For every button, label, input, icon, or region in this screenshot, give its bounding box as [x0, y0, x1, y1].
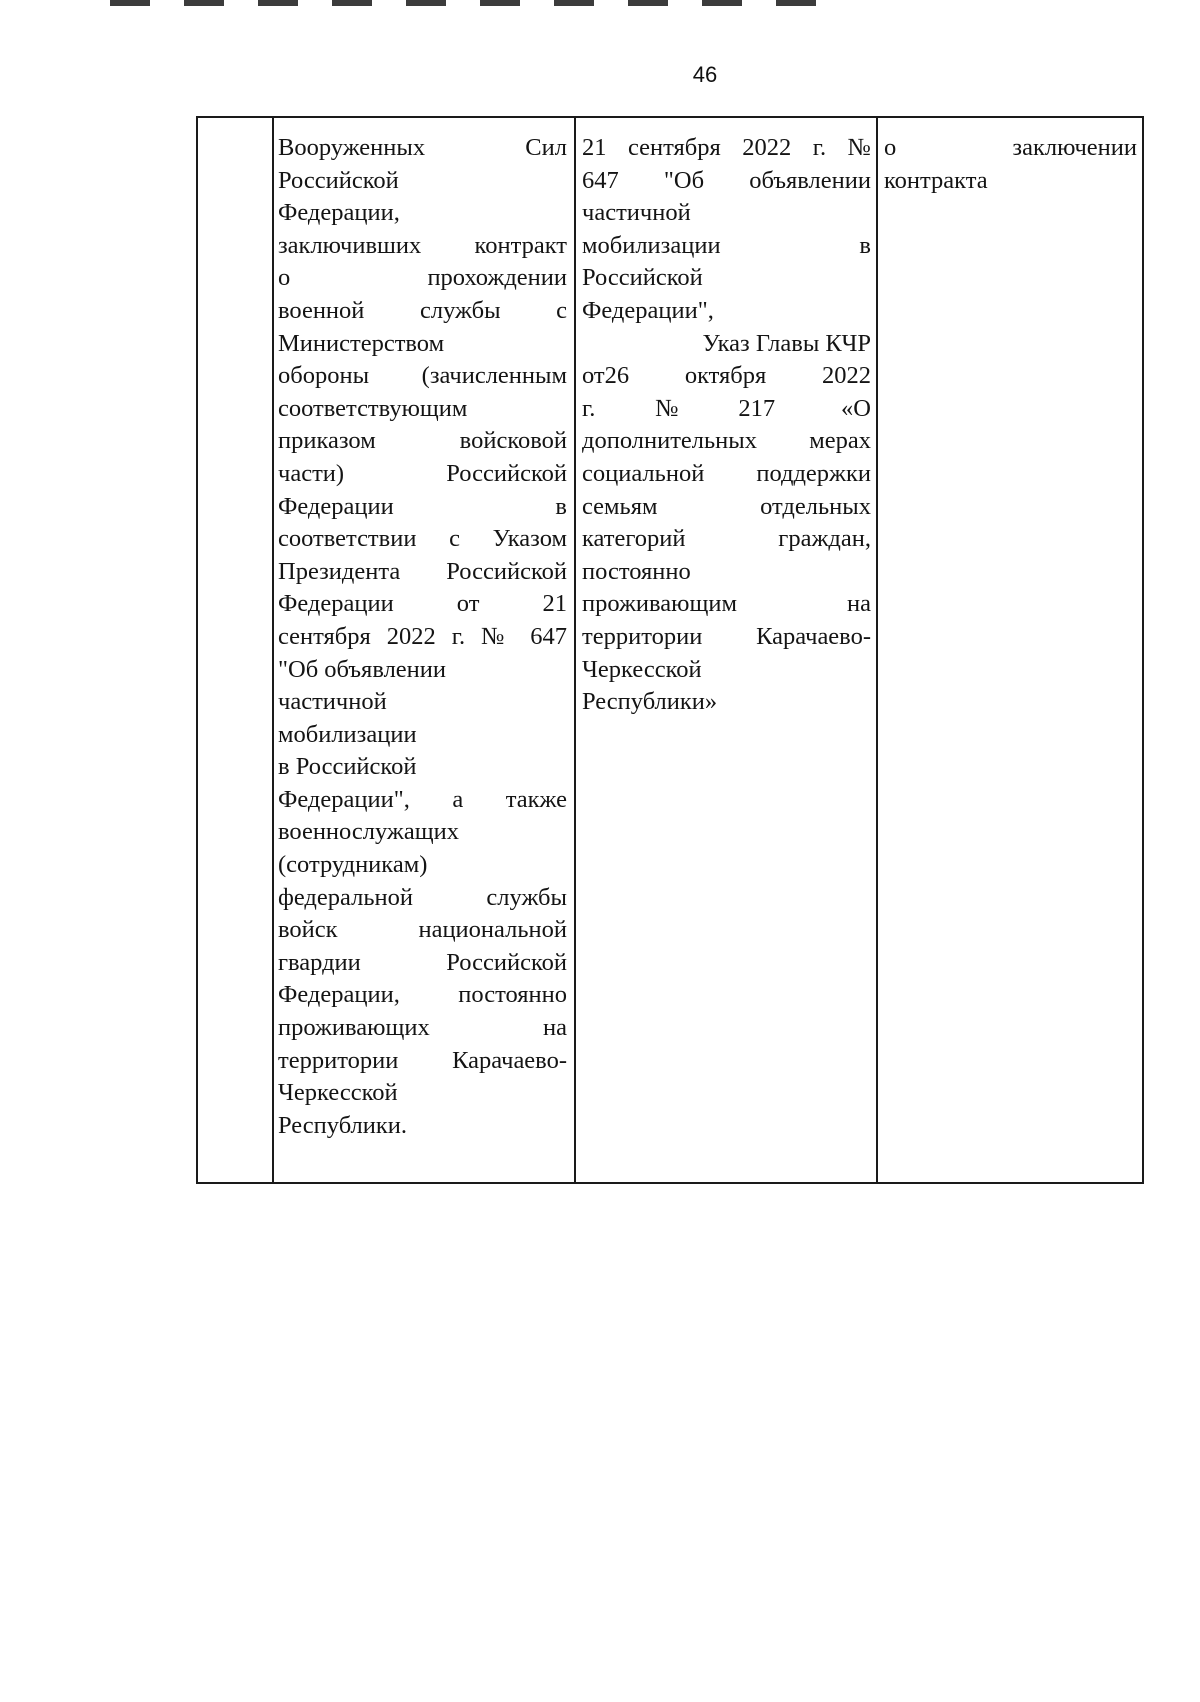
text-line: Федерации от 21 — [278, 590, 567, 618]
page-number: 46 — [692, 62, 718, 87]
text-line: мобилизации — [278, 720, 417, 748]
text-line: семьям отдельных — [582, 492, 871, 520]
text-line: территории Карачаево- — [278, 1046, 567, 1074]
text-line: социальной поддержки — [582, 459, 871, 487]
text-line: территории Карачаево- — [582, 622, 871, 650]
text-line: Указ Главы КЧР — [702, 329, 871, 357]
text-line: постоянно — [582, 557, 691, 585]
text-line: о прохождении — [278, 264, 567, 292]
text-line: Черкесской — [278, 1079, 398, 1107]
table-cell-recipients — [278, 132, 567, 1142]
text-line: Российской — [582, 264, 703, 292]
text-line: проживающих на — [278, 1014, 567, 1042]
text-line: сентября 2022 г. № 647 — [278, 622, 567, 650]
text-line: соответствующим — [278, 394, 468, 422]
text-line: войск национальной — [278, 916, 567, 944]
text-line: Черкесской — [582, 655, 702, 683]
text-line: в Российской — [278, 753, 417, 781]
top-edge-marks — [110, 0, 830, 6]
column-divider — [272, 118, 274, 1182]
text-line: Федерации", а также — [278, 785, 567, 813]
text-line: заключивших контракт — [278, 231, 567, 259]
text-line: контракта — [884, 166, 988, 194]
text-line: мобилизации в — [582, 231, 871, 259]
text-line: г.№217 «О — [582, 394, 871, 422]
text-line: Министерством — [278, 329, 445, 357]
text-line: Вооруженных Сил — [278, 134, 567, 161]
text-line: Федерации", — [582, 296, 714, 324]
text-line: Федерации, постоянно — [278, 981, 567, 1009]
text-line: военной службы с — [278, 296, 567, 324]
text-line: военнослужащих — [278, 818, 459, 846]
text-line: Федерации в — [278, 492, 567, 520]
text-line: федеральной службы — [278, 883, 567, 911]
text-line: соответствии с Указом — [278, 525, 567, 553]
text-line: Республики» — [582, 688, 718, 716]
text-line: частичной — [278, 688, 387, 716]
column-divider — [876, 118, 878, 1182]
document-table — [196, 116, 1144, 1184]
text-line: обороны (зачисленным — [278, 362, 567, 390]
text-line: Федерации, — [278, 199, 400, 227]
table-cell-condition — [884, 132, 1137, 197]
text-line: Республики. — [278, 1111, 408, 1139]
text-line: 647 "Об объявлении — [582, 166, 871, 194]
text-line: проживающим на — [582, 590, 871, 618]
text-line: 21 сентября 2022 г. № — [582, 134, 871, 161]
table-cell-legal-basis — [582, 132, 871, 719]
text-line: категорий граждан, — [582, 525, 871, 553]
text-line: части) Российской — [278, 459, 567, 487]
text-line: Президента Российской — [278, 557, 567, 585]
text-line: приказом войсковой — [278, 427, 567, 455]
text-line: от26 октября 2022 — [582, 362, 871, 390]
text-line: частичной — [582, 199, 691, 227]
text-line: "Об объявлении — [278, 655, 447, 683]
column-divider — [574, 118, 576, 1182]
text-line: дополнительных мерах — [582, 427, 871, 455]
text-line: о заключении — [884, 134, 1137, 161]
text-line: Российской — [278, 166, 399, 194]
text-line: гвардии Российской — [278, 948, 567, 976]
text-line: (сотрудникам) — [278, 851, 428, 879]
